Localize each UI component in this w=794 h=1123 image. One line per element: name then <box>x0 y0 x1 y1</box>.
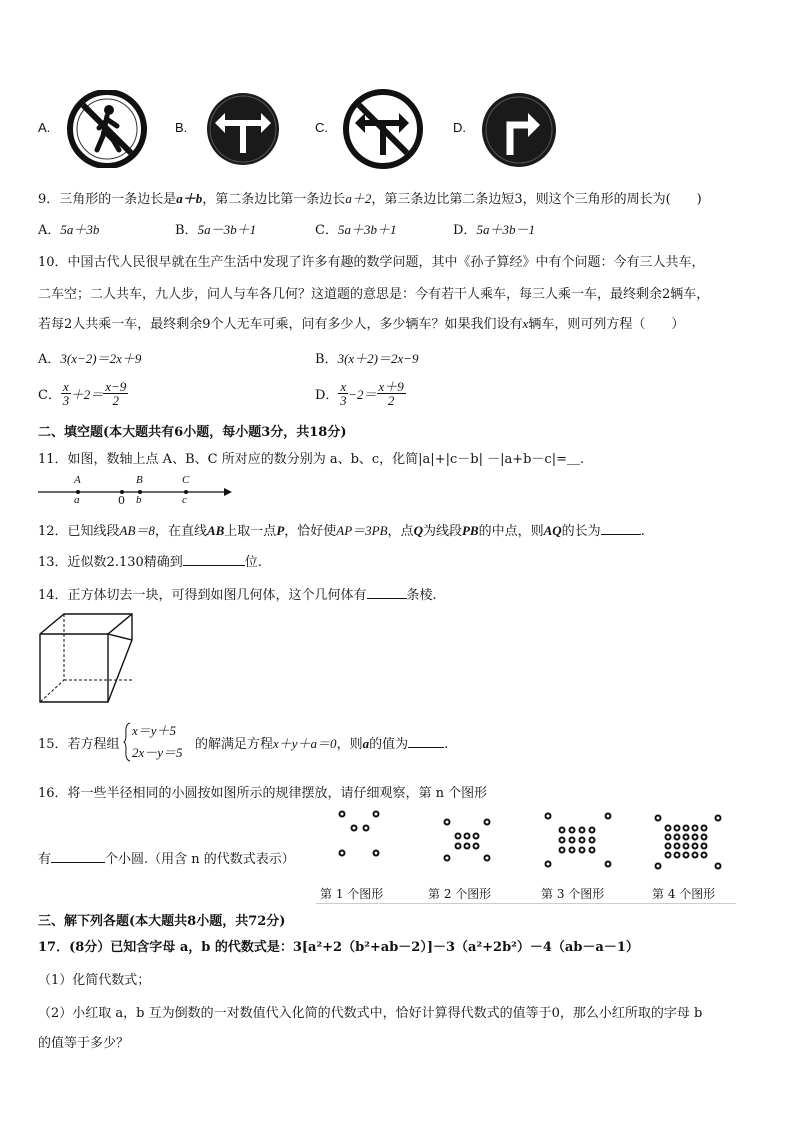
figure-caption-2: 第 2 个图形 <box>428 887 492 901</box>
equation-2: 2x－y＝5 <box>132 745 183 760</box>
section-3-heading: 三、解下列各题(本大题共8小题，共72分) <box>38 914 286 929</box>
question-10-option-c: C． $\frac{x}{3}$ ＋2＝ $\frac{x-9}{2}$ <box>38 379 127 408</box>
option-label-a: A. <box>38 120 51 135</box>
option-label-b: B. <box>175 120 188 135</box>
question-17-part-2-line-1: （2）小红取 a，b 互为倒数的一对数值代入化简的代数式中，恰好计算得代数式的值等于0，那么小红所取的字母 b <box>38 1006 703 1021</box>
figure-caption-3: 第 3 个图形 <box>541 887 605 901</box>
question-9-option-c: C．5a＋3b＋1 <box>315 222 397 238</box>
option-label-c: C. <box>315 120 328 135</box>
question-10-line-3: 若每2人共乘一车，最终剩余9个人无车可乘，问有多少人，多少辆车？如果我们设有x辆车，则可列方程（ ） <box>38 316 685 332</box>
answer-blank[interactable] <box>408 747 444 748</box>
question-17-part-1: （1）化简代数式； <box>38 973 151 988</box>
figure-caption-1: 第 1 个图形 <box>320 887 384 901</box>
question-17-part-2-line-2: 的值等于多少？ <box>38 1036 130 1051</box>
answer-blank[interactable] <box>183 565 245 566</box>
point-label-a-upper: A <box>74 474 81 486</box>
point-label-b-upper: B <box>136 474 143 486</box>
question-15-stem: 的解满足方程x＋y＋a＝0，则a的值为 . <box>195 736 449 752</box>
question-10-option-d: D． $\frac{x}{3}$ −2＝ $\frac{x+9}{2}$ <box>315 379 404 408</box>
question-13-stem: 13．近似数2.130精确到 位. <box>38 555 262 570</box>
answer-blank[interactable] <box>601 534 641 535</box>
turn-right-sign-icon <box>480 91 558 169</box>
turn-left-or-right-sign-icon <box>205 91 281 167</box>
question-10-option-b: B．3(x＋2)＝2x−9 <box>315 351 419 367</box>
circle-pattern-figures <box>320 808 740 882</box>
cut-cube-figure <box>36 612 140 710</box>
question-16-line-1: 16．将一些半径相同的小圆按如图所示的规律摆放，请仔细观察，第 n 个图形 <box>38 786 488 801</box>
no-pedestrian-sign-icon <box>67 90 147 168</box>
number-line-figure <box>36 474 236 514</box>
question-11-stem: 11．如图，数轴上点 A、B、C 所对应的数分别为 a、b、c，化简|a|+|c－b| －|a+b－c|=＿. <box>38 452 585 467</box>
question-9-option-a: A．5a＋3b <box>38 222 100 238</box>
question-17-stem: 17．(8分）已知含字母 a，b 的代数式是：3[a²+2（b²+ab－2）]－3（a²+2b²）－4（ab－a－1） <box>38 940 639 955</box>
answer-blank[interactable] <box>51 862 105 863</box>
question-9-stem: 9．三角形的一条边长是a＋b，第二条边比第一条边长a＋2，第三条边比第二条边短3，则这个三角形的周长为( ) <box>38 191 702 207</box>
point-label-c-lower: c <box>182 494 187 506</box>
question-14-stem: 14．正方体切去一块，可得到如图几何体，这个几何体有 条棱. <box>38 588 437 603</box>
point-label-c-upper: C <box>182 474 190 486</box>
option-label-d: D. <box>453 120 466 135</box>
question-9-option-b: B．5a－3b＋1 <box>175 222 257 238</box>
figure-divider <box>316 903 736 904</box>
figure-caption-4: 第 4 个图形 <box>652 887 716 901</box>
question-12-stem: 12．已知线段AB＝8，在直线AB上取一点P，恰好使AP＝3PB，点Q为线段PB的中点，则AQ的长为 . <box>38 523 645 539</box>
question-10-option-a: A．3(x−2)＝2x＋9 <box>38 351 142 367</box>
no-left-right-turn-sign-icon <box>343 89 423 169</box>
equation-1: x＝y＋5 <box>132 723 177 738</box>
question-10-line-2: 二车空；二人共车，九人步，问人与车各几何？这道题的意思是：今有若干人乘车，每三人乘一车，最终剩余2辆车， <box>38 287 710 302</box>
question-9-option-d: D．5a＋3b－1 <box>453 222 535 238</box>
point-label-zero: 0 <box>118 494 125 507</box>
question-10-line-1: 10．中国古代人民很早就在生产生活中发现了许多有趣的数学问题，其中《孙子算经》中有个问题：今有三人共车， <box>38 255 705 270</box>
question-16-line-2: 有 个小圆.（用含 n 的代数式表示） <box>38 852 295 867</box>
section-2-heading: 二、填空题(本大题共有6小题，每小题3分，共18分) <box>38 425 347 440</box>
question-15-label: 15．若方程组 <box>38 737 120 752</box>
answer-blank[interactable] <box>367 598 407 599</box>
point-label-a-lower: a <box>74 494 80 506</box>
point-label-b-lower: b <box>136 494 142 506</box>
